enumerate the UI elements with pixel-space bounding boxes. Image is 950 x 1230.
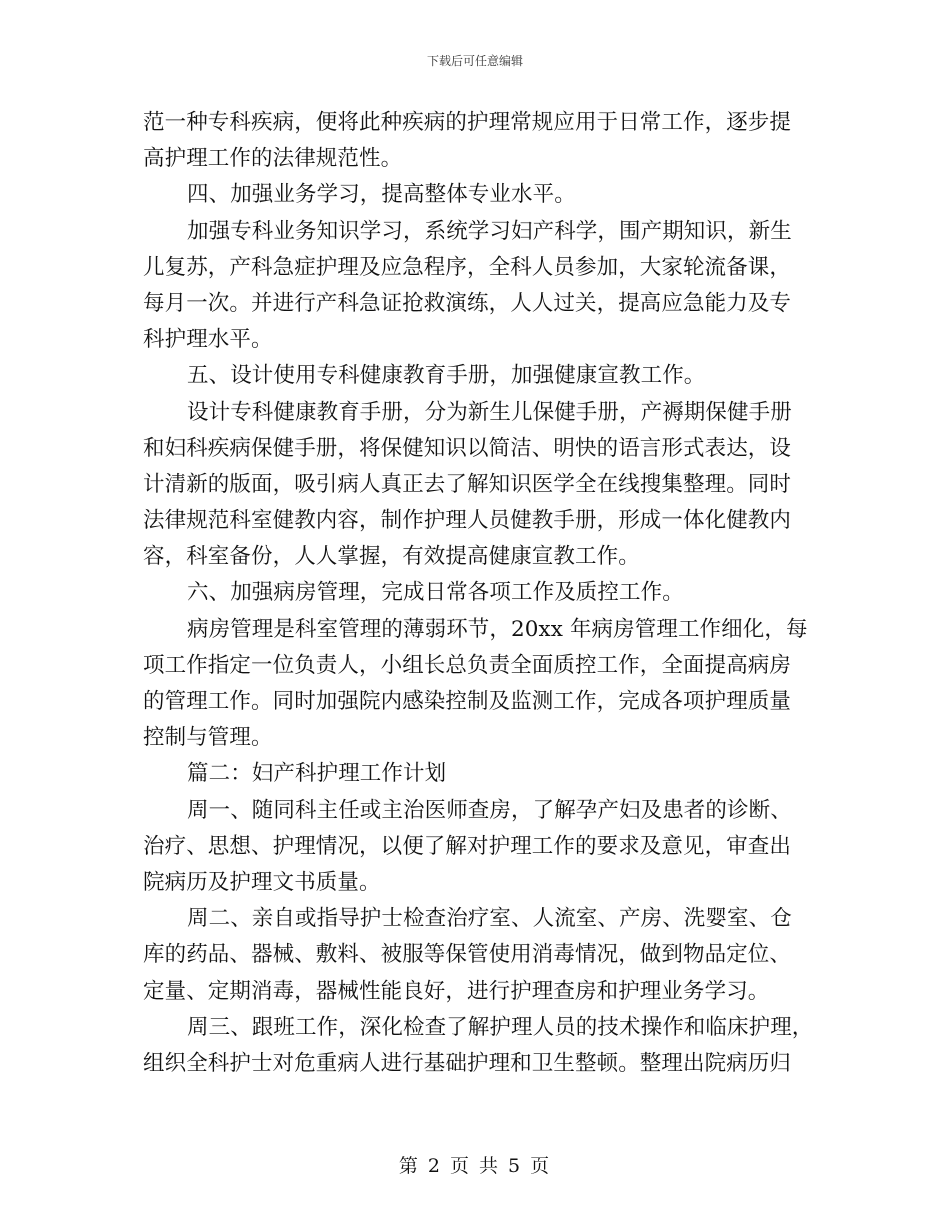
text-line: 计清新的版面，吸引病人真正去了解知识医学全在线搜集整理。同时 bbox=[143, 471, 792, 497]
text-line: 库的药品、器械、敷料、被服等保管使用消毒情况，做到物品定位、 bbox=[143, 942, 792, 968]
page-header: 下载后可任意编辑 bbox=[426, 54, 523, 68]
text-line: 设计专科健康教育手册，分为新生儿保健手册，产褥期保健手册 bbox=[187, 399, 792, 425]
text-line: 范一种专科疾病，便将此种疾病的护理常规应用于日常工作，逐步提 bbox=[143, 110, 792, 135]
text-line: 定量、定期消毒，器械性能良好，进行护理查房和护理业务学习。 bbox=[143, 978, 770, 1004]
text-line: 周二、亲自或指导护士检查治疗室、人流室、产房、洗婴室、仓 bbox=[187, 906, 792, 932]
text-line: 六、加强病房管理，完成日常各项工作及质控工作。 bbox=[187, 580, 684, 606]
text-line: 院病历及护理文书质量。 bbox=[143, 869, 381, 895]
text-line: 和妇科疾病保健手册，将保健知识以简洁、明快的语言形式表达，设 bbox=[143, 435, 792, 461]
text-line: 项工作指定一位负责人，小组长总负责全面质控工作，全面提高病房 bbox=[143, 652, 792, 678]
text-line: 加强专科业务知识学习，系统学习妇产科学，围产期知识，新生 bbox=[187, 218, 792, 244]
text-line: 高护理工作的法律规范性。 bbox=[143, 146, 403, 172]
text-line: 控制与管理。 bbox=[143, 725, 273, 751]
text-line: 周一、随同科主任或主治医师查房，了解孕产妇及患者的诊断、 bbox=[187, 797, 792, 823]
text-line: 五、设计使用专科健康教育手册，加强健康宣教工作。 bbox=[187, 363, 706, 389]
text-line: 儿复苏，产科急症护理及应急程序，全科人员参加，大家轮流备课， bbox=[143, 254, 792, 280]
page-number: 第 2 页 共 5 页 bbox=[398, 1155, 552, 1177]
text-line: 容，科室备份，人人掌握，有效提高健康宣教工作。 bbox=[143, 544, 640, 570]
text-line: 治疗、思想、护理情况，以便了解对护理工作的要求及意见，审查出 bbox=[143, 833, 792, 859]
text-line: 的管理工作。同时加强院内感染控制及监测工作，完成各项护理质量 bbox=[143, 689, 792, 714]
text-line: 组织全科护士对危重病人进行基础护理和卫生整顿。整理出院病历归 bbox=[143, 1050, 792, 1076]
text-line: 法律规范科室健教内容，制作护理人员健教手册，形成一体化健教内 bbox=[143, 508, 792, 534]
document-body bbox=[143, 105, 814, 1082]
text-line: 病房管理是科室管理的薄弱环节，20xx 年病房管理工作细化，每 bbox=[187, 616, 808, 642]
text-line: 篇二：妇产科护理工作计划 bbox=[187, 761, 447, 787]
text-line: 科护理水平。 bbox=[143, 327, 273, 353]
text-line: 四、加强业务学习，提高整体专业水平。 bbox=[187, 182, 576, 208]
text-line: 每月一次。并进行产科急证抢救演练，人人过关，提高应急能力及专 bbox=[143, 290, 792, 316]
text-line: 周三、跟班工作，深化检查了解护理人员的技术操作和临床护理， bbox=[187, 1014, 814, 1040]
